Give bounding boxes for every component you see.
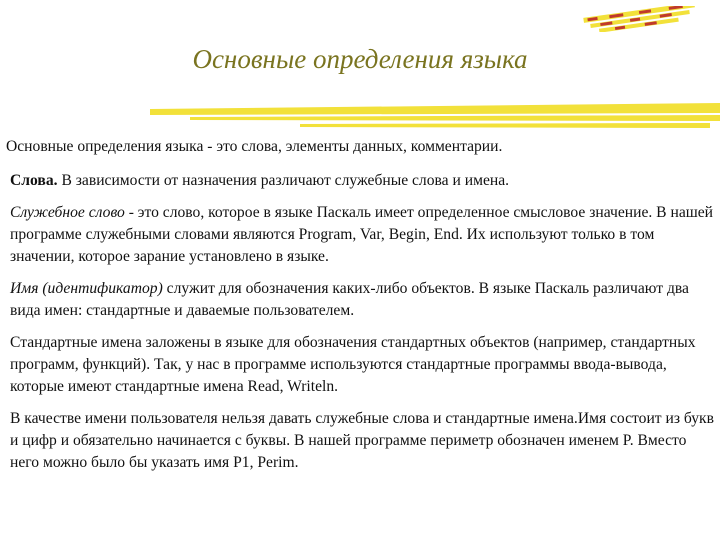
- paragraph-definitions: Основные определения языка - это слова, элементы данных, комментарии.: [6, 138, 503, 155]
- paragraph-standard-names: Стандартные имена заложены в языке для обозначения стандартных объектов (например, стандартных программ, функций). Так, у нас в программе используются стандартные программы ввода-вывода, которые имеют стандартные имена Read, Writeln.: [10, 334, 696, 395]
- title-underline-decoration: [150, 103, 720, 133]
- term-reserved-word: Служебное слово: [10, 204, 125, 221]
- decorative-logo-icon: [580, 6, 700, 32]
- slide-body: [6, 136, 714, 484]
- paragraph-reserved-word: [6, 202, 714, 268]
- term-words: Слова.: [10, 172, 58, 189]
- paragraph-words: [6, 170, 714, 192]
- words-text: В зависимости от назначения различают служебные слова и имена.: [57, 172, 510, 189]
- paragraph-user-names: В качестве имени пользователя нельзя давать служебные слова и стандартные имена.Имя состоит из букв и цифр и обязательно начинается с буквы. В нашей программе периметр обозначен именем P. Вместо него можно было бы указать имя P1, Perim.: [10, 410, 714, 471]
- paragraph-identifier: [6, 278, 714, 322]
- reserved-word-text: - это слово, которое в языке Паскаль имеет определенное смысловое значение. В нашей программе служебными словами являются Program, Var, Begin, End. Их используют только в том значении, которое зарание установлено в языке.: [10, 204, 714, 265]
- identifier-text: служит для обозначения каких-либо объектов. В языке Паскаль различают два вида имен: стандартные и даваемые пользователем.: [10, 280, 689, 319]
- slide-title: Основные определения языка: [192, 44, 528, 74]
- term-identifier: Имя (идентификатор): [10, 280, 163, 297]
